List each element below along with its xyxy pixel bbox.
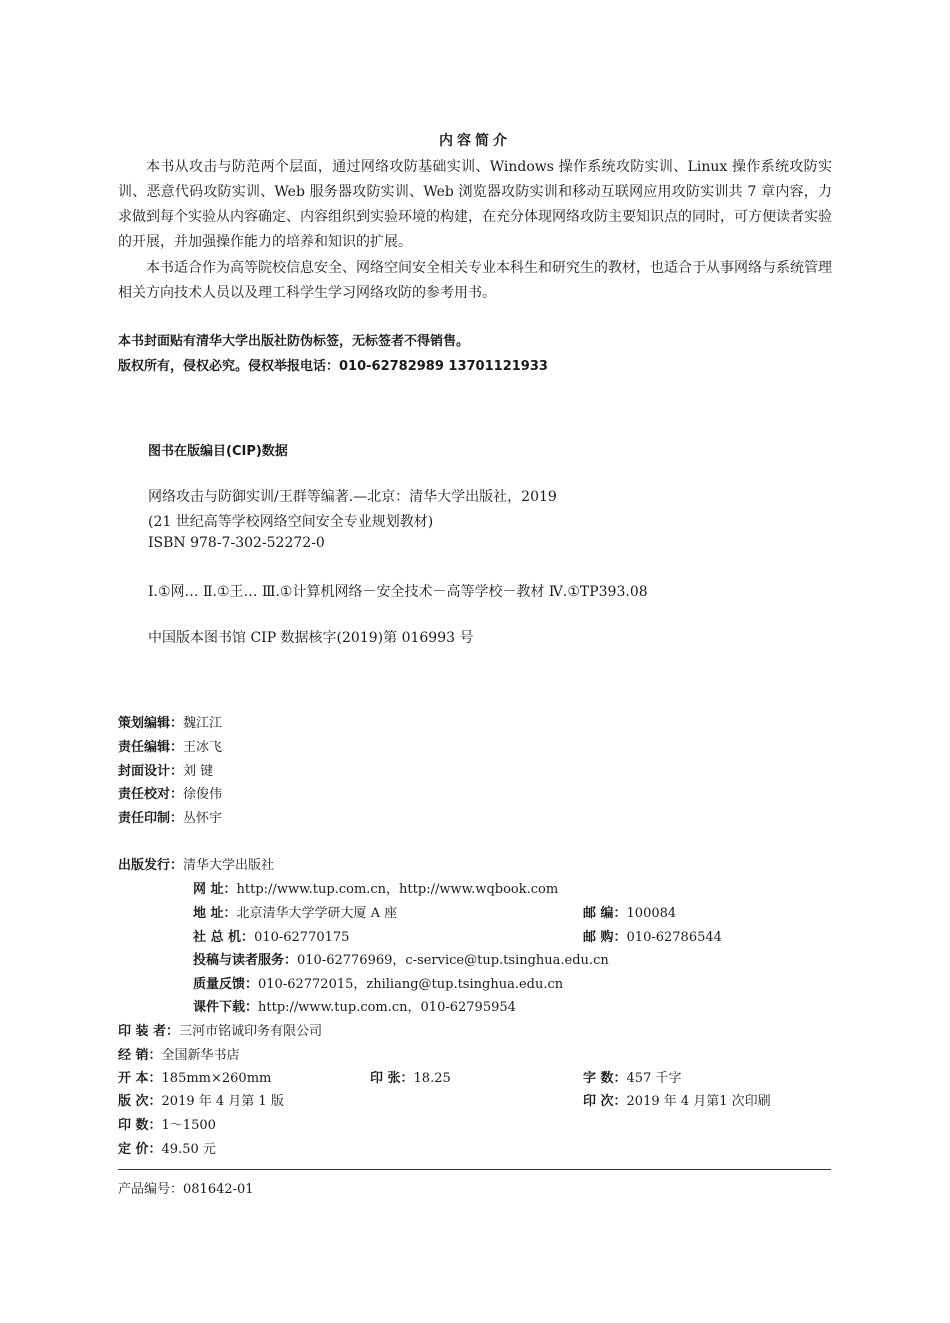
switchboard-label: 社 总 机：	[193, 930, 255, 945]
cip-isbn: ISBN 978-7-302-52272-0	[148, 535, 325, 551]
price-label: 定 价：	[118, 1142, 162, 1157]
printer-row	[118, 1020, 322, 1039]
publisher-row	[118, 854, 274, 873]
staff-row	[118, 712, 222, 731]
staff-label: 封面设计：	[118, 764, 184, 779]
intro-paragraph-2: 本书适合作为高等院校信息安全、网络空间安全相关专业本科生和研究生的教材，也适合于从事网络与系统管理相关方向技术人员以及理工科学生学习网络攻防的参考用书。	[118, 260, 832, 301]
impression-value: 2019 年 4 月第1 次印刷	[626, 1094, 771, 1109]
courseware-row	[193, 996, 516, 1015]
sheets-label: 印 张：	[370, 1071, 414, 1086]
anti-counterfeit-notice: 本书封面贴有清华大学出版社防伪标签，无标签者不得销售。	[118, 334, 470, 349]
staff-row	[118, 783, 222, 802]
product-code: 产品编号：081642-01	[118, 1182, 254, 1197]
staff-value: 魏江江	[183, 716, 223, 731]
address-row	[193, 902, 397, 921]
website-link[interactable]: http://www.tup.com.cn，http://www.wqbook.com	[236, 882, 559, 897]
staff-value: 刘 键	[183, 764, 214, 779]
intro-title: 内容简介	[439, 133, 511, 149]
switchboard-value: 010-62770175	[254, 930, 350, 945]
staff-row	[118, 807, 222, 826]
copies-value: 1～1500	[161, 1118, 216, 1133]
staff-label: 责任编辑：	[118, 740, 184, 755]
address-label: 地 址：	[193, 906, 237, 921]
mail-order-row	[583, 926, 722, 945]
printer-label: 印 装 者：	[118, 1024, 180, 1039]
feedback-row	[193, 973, 563, 992]
sheets-row	[370, 1067, 451, 1086]
words-value: 457 千字	[626, 1071, 682, 1086]
feedback-label: 质量反馈：	[193, 977, 259, 992]
intro-paragraph-1: 本书从攻击与防范两个层面，通过网络攻防基础实训、Windows 操作系统攻防实训、Linux 操作系统攻防实训、恶意代码攻防实训、Web 服务器攻防实训、Web 浏览器攻防实训和移动互联网应用攻防实训共 7 章内容，力求做到每个实验从内容确定、内容组织到实验环境的构建，在充分体现网络攻防主要知识点的同时，可方便读者实验的开展，并加强操作能力的培养和知识的扩展。	[118, 159, 832, 250]
words-row	[583, 1067, 681, 1086]
staff-value: 王冰飞	[183, 740, 223, 755]
copies-row	[118, 1114, 216, 1133]
postcode-row	[583, 902, 676, 921]
printer-value: 三河市铭诚印务有限公司	[179, 1024, 323, 1039]
format-label: 开 本：	[118, 1071, 162, 1086]
publisher-label: 出版发行：	[118, 858, 184, 873]
price-value: 49.50 元	[161, 1142, 216, 1157]
website-row	[193, 878, 558, 897]
service-label: 投稿与读者服务：	[193, 953, 298, 968]
cip-heading: 图书在版编目(CIP)数据	[148, 444, 288, 459]
cip-library-number: 中国版本图书馆 CIP 数据核字(2019)第 016993 号	[148, 630, 474, 646]
copies-label: 印 数：	[118, 1118, 162, 1133]
feedback-value: 010-62772015，zhiliang@tup.tsinghua.edu.cn	[258, 977, 564, 992]
cip-title-line: 网络攻击与防御实训/王群等编著.—北京：清华大学出版社，2019	[148, 489, 557, 505]
service-value: 010-62776969，c-service@tup.tsinghua.edu.cn	[297, 953, 609, 968]
courseware-label: 课件下载：	[193, 1000, 259, 1015]
format-row	[118, 1067, 271, 1086]
distributor-row	[118, 1044, 240, 1063]
publisher-name: 清华大学出版社	[183, 858, 275, 873]
service-row	[193, 949, 609, 968]
postcode-label: 邮 编：	[583, 906, 627, 921]
cip-series-line: (21 世纪高等学校网络空间安全专业规划教材)	[148, 514, 434, 530]
sheets-value: 18.25	[413, 1071, 451, 1086]
distributor-value: 全国新华书店	[161, 1048, 240, 1063]
impression-label: 印 次：	[583, 1094, 627, 1109]
copyright-notice: 版权所有，侵权必究。侵权举报电话：010-62782989 13701121933	[118, 359, 548, 374]
address-value: 北京清华大学学研大厦 A 座	[236, 906, 398, 921]
staff-value: 徐俊伟	[183, 787, 223, 802]
impression-row	[583, 1090, 771, 1109]
edition-value: 2019 年 4 月第 1 版	[161, 1094, 284, 1109]
staff-row	[118, 736, 222, 755]
edition-label: 版 次：	[118, 1094, 162, 1109]
staff-label: 责任校对：	[118, 787, 184, 802]
edition-row	[118, 1090, 284, 1109]
price-row	[118, 1138, 216, 1157]
mail-order-label: 邮 购：	[583, 930, 627, 945]
courseware-value: http://www.tup.com.cn，010-62795954	[258, 1000, 516, 1015]
staff-row	[118, 760, 213, 779]
cip-classification: Ⅰ.①网… Ⅱ.①王… Ⅲ.①计算机网络－安全技术－高等学校－教材 Ⅳ.①TP393.08	[148, 584, 648, 600]
switchboard-row	[193, 926, 349, 945]
format-value: 185mm×260mm	[161, 1071, 272, 1086]
staff-value: 丛怀宇	[183, 811, 223, 826]
distributor-label: 经 销：	[118, 1048, 162, 1063]
mail-order-value: 010-62786544	[626, 930, 722, 945]
website-label: 网 址：	[193, 882, 237, 897]
staff-label: 责任印制：	[118, 811, 184, 826]
words-label: 字 数：	[583, 1071, 627, 1086]
divider-line	[118, 1169, 831, 1170]
staff-label: 策划编辑：	[118, 716, 184, 731]
postcode-value: 100084	[626, 906, 677, 921]
